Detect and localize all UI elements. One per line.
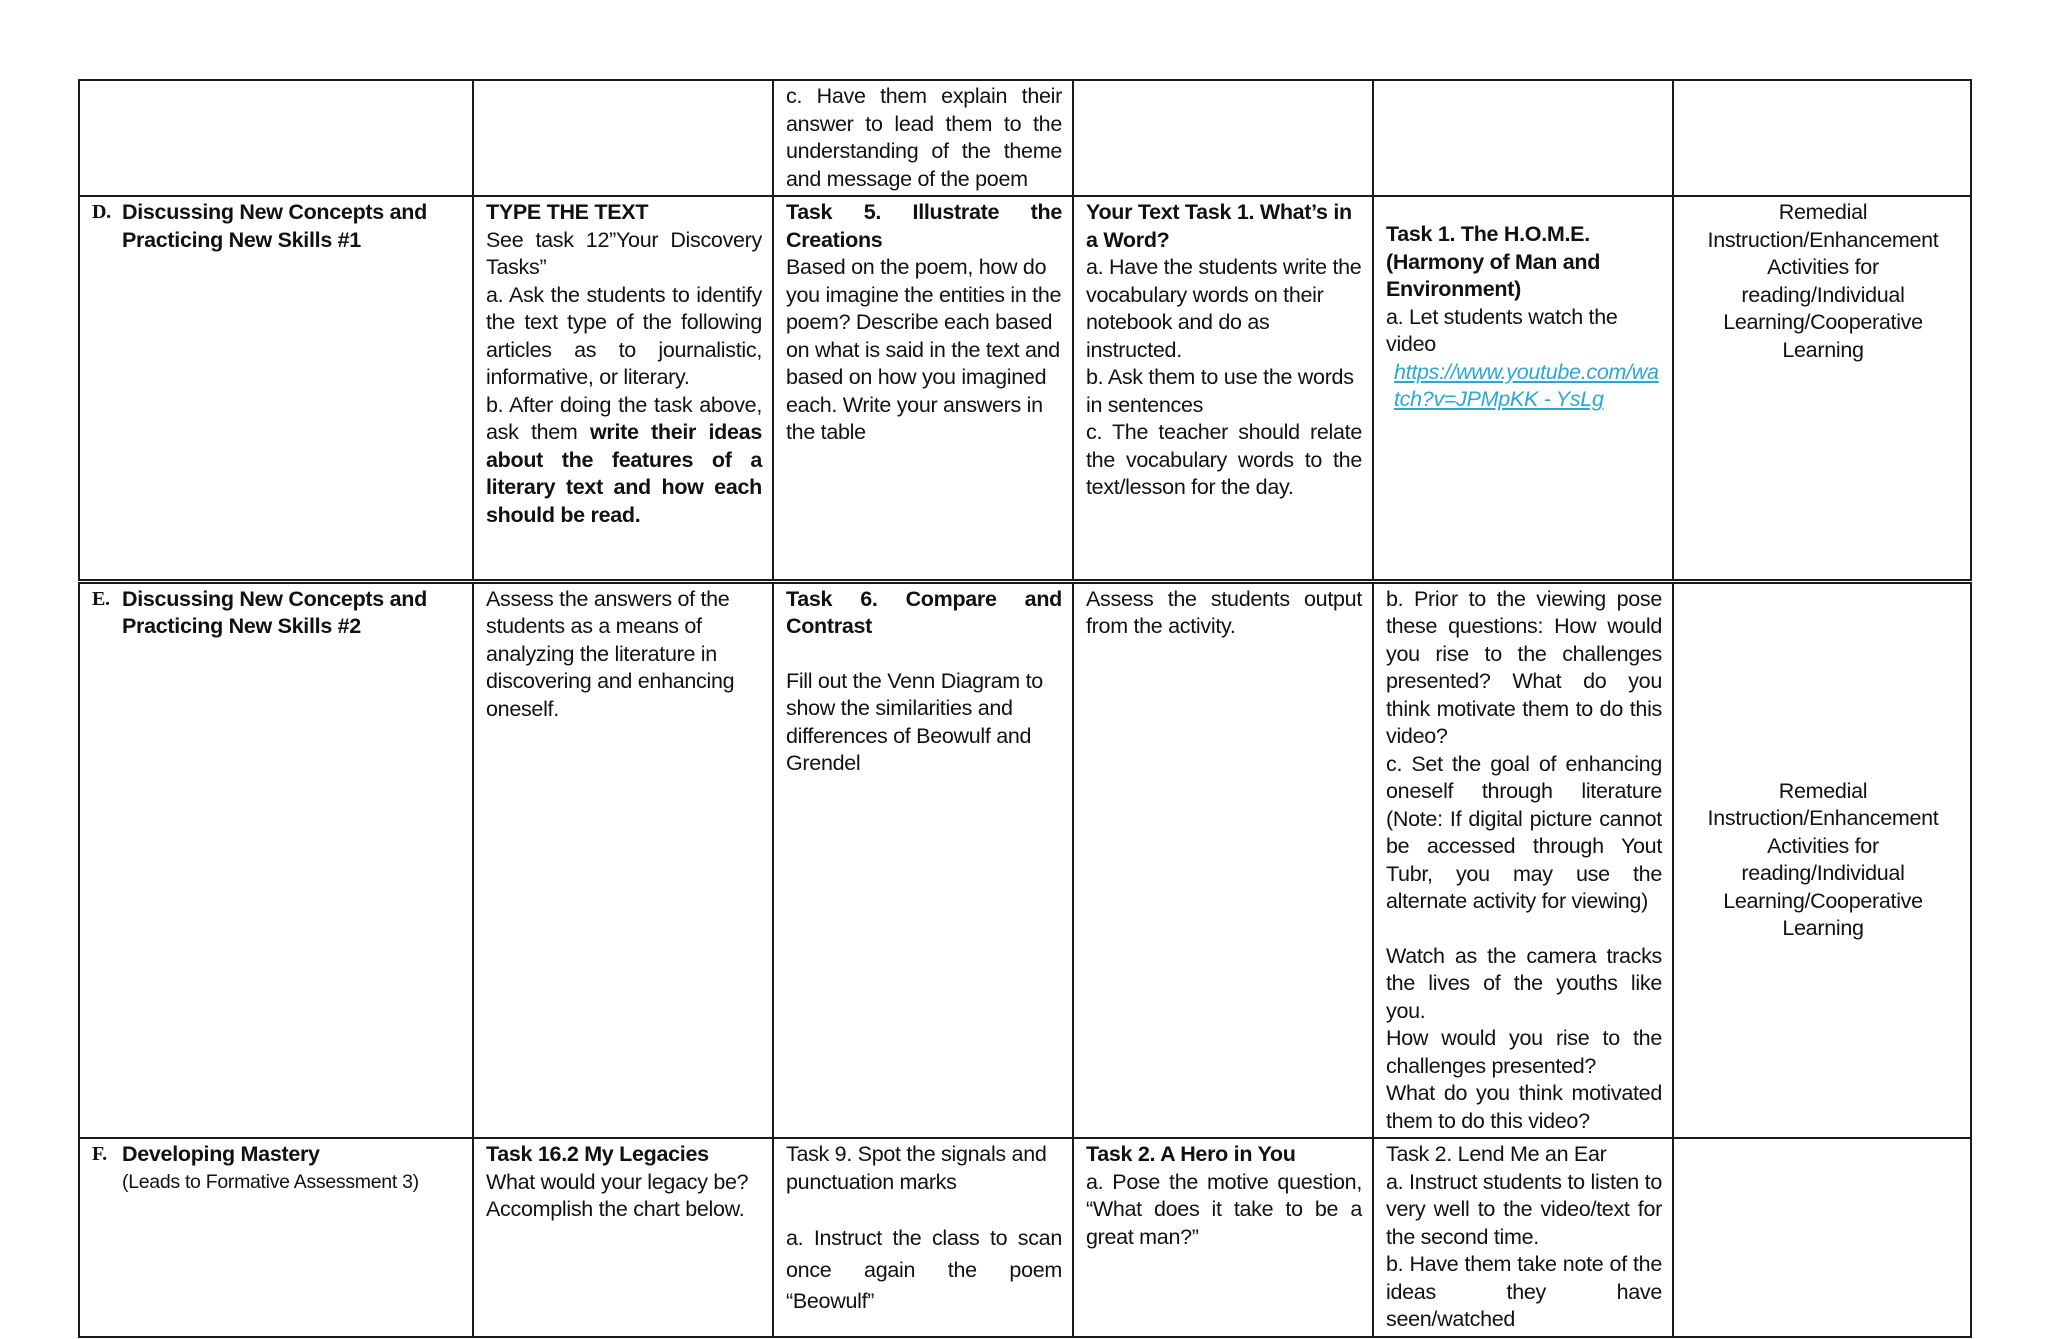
row-label-text: Discussing New Concepts and Practicing New Skills #1	[122, 200, 427, 252]
task-step: a. Instruct students to listen to very well to the video/text for the second time.	[1386, 1169, 1662, 1249]
task-title: Task 6. Compare and Contrast	[786, 586, 1062, 638]
cell-assess-answers	[473, 581, 773, 1138]
task-text: Based on the poem, how do you imagine the entities in the poem? Describe each based on what is said in the text and based on how you imagined each. Write your answers in the table	[786, 255, 1062, 444]
table-row-d	[79, 196, 1971, 581]
task-step-text: b. After doing the task above, ask them	[486, 392, 762, 444]
task-step: b. Have them take note of the ideas they have seen/watched	[1386, 1252, 1662, 1331]
task-text: What do you think motivated them to do this video?	[1386, 1081, 1662, 1133]
cell-viewing-questions	[1373, 581, 1673, 1138]
cell-type-the-text	[473, 196, 773, 581]
task-title: Task 9. Spot the signals and punctuation marks	[786, 1142, 1047, 1194]
task-step: c. Set the goal of enhancing oneself through literature (Note: If digital picture cannot be accessed through Yout Tubr, you may use the alternate activity for viewing)	[1386, 751, 1662, 913]
task-title: Your Text Task 1. What’s in a Word?	[1086, 200, 1352, 252]
row-letter: E.	[92, 587, 110, 610]
row-label-f	[79, 1138, 473, 1337]
row-letter: D.	[92, 201, 111, 223]
cell-hero-in-you	[1073, 1138, 1373, 1337]
task-text: Fill out the Venn Diagram to show the similarities and differences of Beowulf and Grendel	[786, 668, 1043, 775]
task-text: Watch as the camera tracks the lives of the youths like you.	[1386, 943, 1662, 1023]
cell-empty	[1073, 80, 1373, 196]
task-step: a. Ask the students to identify the text type of the following articles as to journalistic, informative, or literary.	[486, 282, 762, 389]
task-explain-text: c. Have them explain their answer to lead them to the understanding of the theme and message of the poem	[786, 84, 1062, 191]
row-label-e	[79, 581, 473, 1138]
cell-empty	[1673, 80, 1971, 196]
task-title: Task 2. A Hero in You	[1086, 1142, 1296, 1166]
table-row-e	[79, 581, 1971, 1138]
task-step: c. The teacher should relate the vocabulary words to the text/lesson for the day.	[1086, 420, 1362, 499]
cell-empty	[473, 80, 773, 196]
task-text: What would your legacy be? Accomplish the chart below.	[486, 1169, 749, 1221]
task-title: Task 1. The H.O.M.E. (Harmony of Man and Environment)	[1386, 222, 1601, 301]
cell-remedial	[1673, 581, 1971, 1138]
task-step: a. Let students watch the video	[1386, 304, 1618, 356]
lesson-plan-table	[78, 79, 1972, 1338]
cell-assess-output	[1073, 581, 1373, 1138]
task-title: Task 2. Lend Me an Ear	[1386, 1142, 1607, 1166]
remedial-text: Remedial Instruction/Enhancement Activities for reading/Individual Learning/Cooperative Learning	[1707, 778, 1939, 941]
cell-whats-in-a-word	[1073, 196, 1373, 581]
cell-empty	[1673, 1138, 1971, 1337]
task-text: Assess the students output from the activity.	[1086, 586, 1362, 638]
task-title: Task 5. Illustrate the Creations	[786, 200, 1062, 252]
task-text: Assess the answers of the students as a means of analyzing the literature in discovering and enhancing oneself.	[486, 586, 735, 721]
cell-lend-me-an-ear	[1373, 1138, 1673, 1337]
row-label-text: Discussing New Concepts and Practicing New Skills #2	[122, 586, 427, 638]
row-letter: F.	[92, 1143, 107, 1165]
cell-label-empty	[79, 80, 473, 196]
task-step	[486, 392, 762, 530]
table-row-f	[79, 1138, 1971, 1337]
task-text: How would you rise to the challenges presented?	[1386, 1026, 1662, 1078]
cell-remedial	[1673, 196, 1971, 581]
cell-illustrate-creations	[773, 196, 1073, 581]
table-row-continuation	[79, 80, 1971, 196]
remedial-text: Remedial Instruction/Enhancement Activities for reading/Individual Learning/Cooperative Learning	[1707, 200, 1939, 362]
task-step: b. Ask them to use the words in sentences	[1086, 365, 1354, 417]
cell-empty	[1373, 80, 1673, 196]
task-title: TYPE THE TEXT	[486, 200, 649, 224]
task-step-emphasis: write their ideas about the features of a literary text and how each should be read.	[486, 420, 762, 527]
row-sublabel: (Leads to Formative Assessment 3)	[122, 1170, 419, 1193]
task-text: See task 12”Your Discovery Tasks”	[486, 227, 762, 279]
cell-my-legacies	[473, 1138, 773, 1337]
cell-home-task	[1373, 196, 1673, 581]
row-label-text: Developing Mastery	[122, 1142, 320, 1166]
row-label-d	[79, 196, 473, 581]
task-step: a. Instruct the class to scan once again the poem “Beowulf”	[786, 1226, 1062, 1313]
cell-compare-contrast	[773, 581, 1073, 1138]
task-step: a. Pose the motive question, “What does it take to be a great man?”	[1086, 1169, 1362, 1249]
cell-task-explain	[773, 80, 1073, 196]
task-title: Task 16.2 My Legacies	[486, 1142, 709, 1166]
cell-spot-signals	[773, 1138, 1073, 1337]
task-step: b. Prior to the viewing pose these questions: How would you rise to the challenges presented? What do you think motivate them to do this video?	[1386, 586, 1662, 748]
video-link[interactable]: https://www.youtube.com/watch?v=JPMpKK - YsLg	[1394, 359, 1659, 411]
task-step: a. Have the students write the vocabulary words on their notebook and do as instructed.	[1086, 255, 1362, 362]
